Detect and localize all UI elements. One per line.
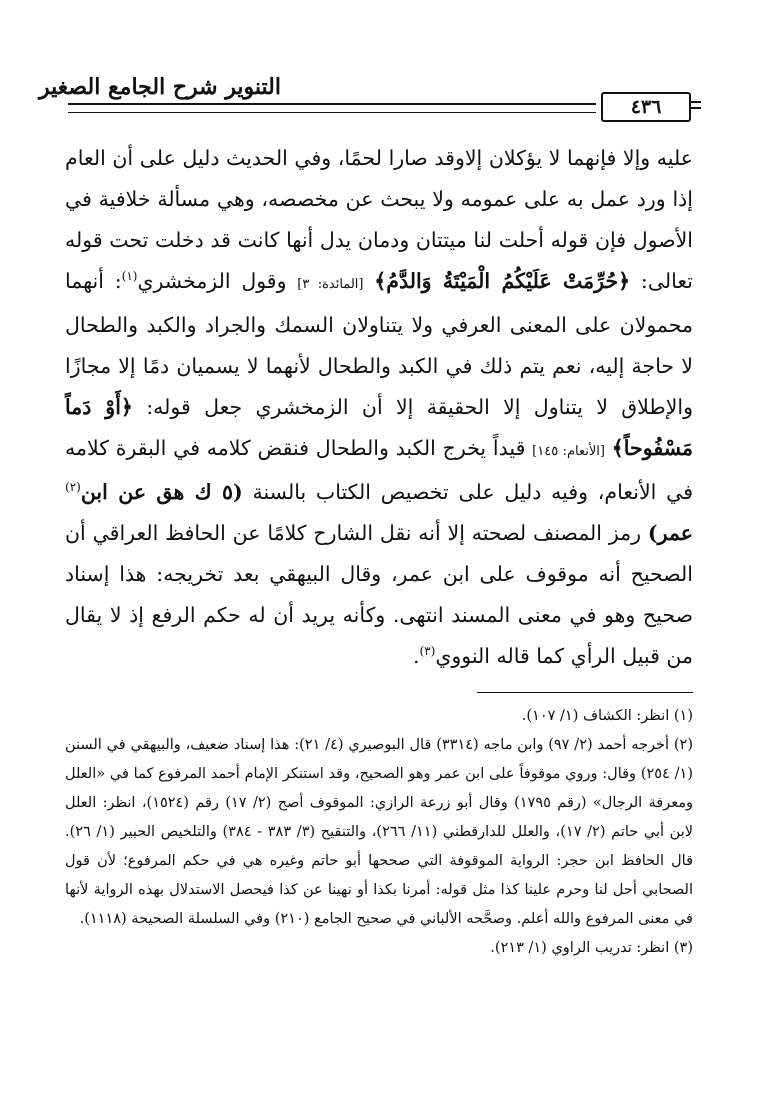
quran-verse: ﴿حُرِّمَتْ عَلَيْكُمُ الْمَيْتَةُ وَالدَّمُ﴾ bbox=[374, 269, 631, 293]
header-rule bbox=[68, 103, 596, 105]
header-ornament bbox=[691, 107, 701, 109]
text-segment: وقول الزمخشري bbox=[137, 269, 287, 293]
main-paragraph bbox=[65, 138, 693, 677]
footnote-marker[interactable]: (٢) bbox=[65, 480, 81, 495]
header-ornament bbox=[691, 101, 701, 103]
main-text bbox=[65, 138, 693, 677]
footnote-1: (١) انظر: الكشاف (١/ ١٠٧). bbox=[521, 708, 693, 724]
header-rule bbox=[68, 112, 596, 113]
page-number-box: ٤٣٦ bbox=[601, 92, 691, 122]
text-segment: . bbox=[412, 644, 420, 668]
hadith-source-codes: (٥ ك هق عن ابن bbox=[80, 480, 243, 504]
verse-reference: [الأنعام: ١٤٥] bbox=[532, 444, 605, 459]
verse-reference: [المائدة: ٣] bbox=[297, 277, 364, 292]
footnote-2: (٢) أخرجه أحمد (٢/ ٩٧) وابن ماجه (٣٣١٤) قال البوصيري (٤/ ٢١): هذا إسناد ضعيف، والبيهقي في السنن (١/ ٢٥٤) وقال: وروي موقوفاً على ابن عمر وهو الصحيح، وقد استنكر الإمام أحمد المرفوع كما في «العلل ومعرفة الرجال» (رقم ١٧٩٥) وقال أبو زرعة الرازي: الموقوف أصح (٢/ ١٧) رقم (١٥٢٤)، انظر: العلل لابن أبي حاتم (٢/ ١٧)، والعلل للدارقطني (١١/ ٢٦٦)، والتنقيح (٣/ ٣٨٣ - ٣٨٤) والتلخيص الحبير (١/ ٢٦). قال الحافظ ابن حجر: الرواية الموقوفة التي صححها أبو حاتم وغيره هي في حكم المرفوع؛ لأن قول الصحابي أحل لنا وحرم علينا كذا مثل قوله: أمرنا بكذا أو نهينا عن كذا فيحصل الاستدلال بهذه الرواية لأنها في معنى المرفوع والله أعلم. وصحَّحه الألباني في صحيح الجامع (٢١٠) وفي السلسلة الصحيحة (١١١٨). bbox=[65, 737, 694, 927]
footnotes bbox=[65, 702, 693, 963]
footnote-3: (٣) انظر: تدريب الراوي (١/ ٢١٣). bbox=[490, 940, 693, 956]
running-header-title: التنوير شرح الجامع الصغير bbox=[39, 74, 281, 100]
text-segment: رمز المصنف لصحته إلا أنه نقل الشارح كلامًا عن الحافظ العراقي أن الصحيح أنه موقوف على ابن عمر، وقال البيهقي بعد تخريجه: هذا إسناد صحيح وهو في معنى المسند انتهى. وكأنه يريد أن له حكم الرفع إذ لا يقال من قبيل الرأي كما قاله النووي bbox=[65, 521, 693, 668]
text-segment: عليه وإلا فإنهما لا يؤكلان إلاوقد صارا لحمًا، وفي الحديث دليل على أن العام إذا ورد عمل به على عمومه ولا يبحث عن مخصصه، وهي مسألة خلافية في الأصول فإن قوله أحلت لنا ميتتان ودمان يدل أنها كانت قد دخلت تحت قوله تعالى: bbox=[65, 146, 693, 293]
footnote-separator bbox=[477, 692, 693, 693]
hadith-source-codes: عمر) bbox=[647, 521, 693, 545]
text-segment: : أنهما محمولان على المعنى العرفي ولا يتناولان السمك والجراد والكبد والطحال لا حاجة إليه، نعم يتم ذلك في الكبد والطحال لأنهما لا يسميان دمًا إلا مجازًا والإطلاق لا يتناول إلا الحقيقة إلا أن الزمخشري جعل قوله: bbox=[65, 269, 693, 419]
text-segment: قيداً يخرج الكبد والطحال فنقض كلامه في البقرة كلامه في الأنعام، وفيه دليل على تخصيص الكتاب بالسنة bbox=[65, 436, 693, 504]
quran-verse: ﴿أَوْ دَماً مَسْفُوحاً﴾ bbox=[65, 395, 693, 460]
footnote-marker[interactable]: (١) bbox=[121, 269, 138, 284]
footnote-marker[interactable]: (٣) bbox=[419, 644, 436, 659]
